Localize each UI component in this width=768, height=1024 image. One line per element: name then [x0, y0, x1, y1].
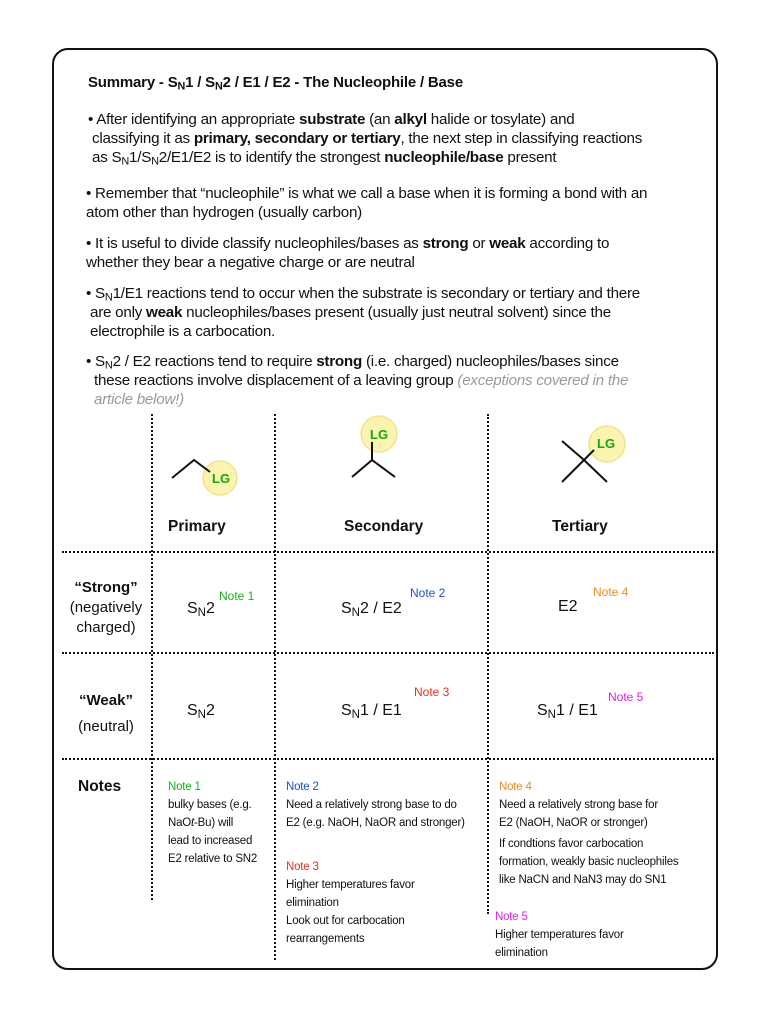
- column-header-tertiary: Tertiary: [552, 518, 608, 535]
- secondary-alkyl-structure: [340, 412, 410, 487]
- page-title: Summary - $S_N1 / S_N2 / E1 / E2$ - The Nucleophile / Base: [88, 74, 463, 93]
- grid-line-vertical-3: [487, 414, 489, 914]
- cell-weak-secondary: $S_N1 / E1$: [341, 702, 402, 721]
- note-2-text: Note 2 Need a relatively strong base to do E2 (e.g. NaOH, NaOR and stronger): [286, 781, 465, 829]
- note-1-text: Note 1 bulky bases (e.g. NaOt-Bu) will lead to increased E2 relative to SN2: [168, 781, 258, 865]
- grid-line-horizontal-1: [62, 551, 714, 553]
- cell-strong-secondary: $S_N2 / E2$: [341, 600, 402, 619]
- grid-line-vertical-2: [274, 414, 276, 960]
- note-3-text: Note 3 Higher temperatures favor elimination Look out for carbocation rearrangements: [286, 861, 415, 945]
- primary-alkyl-structure: [160, 440, 260, 500]
- grid-line-vertical-1: [151, 414, 153, 900]
- row-label-strong: “Strong” (negatively charged): [69, 579, 143, 636]
- row-label-notes: Notes: [78, 778, 122, 795]
- cell-weak-primary: $S_N2$: [187, 702, 215, 721]
- note-1-marker: Note 1: [219, 589, 255, 603]
- column-header-secondary: Secondary: [344, 518, 424, 535]
- leaving-group-label: LG: [370, 427, 389, 442]
- leaving-group-label: LG: [597, 436, 616, 451]
- note-4-text: Note 4 Need a relatively strong base for E2 (NaOH, NaOR or stronger) If condtions favor carbocation formation, weakly basic nucleophiles like NaCN and NaN3 may do SN1: [499, 781, 679, 886]
- cell-strong-tertiary: E2: [558, 598, 578, 615]
- cell-strong-primary: $S_N2$: [187, 600, 215, 619]
- column-header-primary: Primary: [168, 518, 226, 535]
- cell-weak-tertiary: $S_N1 / E1$: [537, 702, 598, 721]
- bullet-strong-weak: • It is useful to divide classify nucleophiles/bases as strong or weak according to whether they bear a negative charge or are neutral: [86, 235, 610, 271]
- bullet-sn1-e1: • $S_N1/E1$ reactions tend to occur when the substrate is secondary or tertiary and there are only weak nucleophiles/bases present (usually just neutral solvent) since the electrophile is a carbocation.: [86, 285, 640, 340]
- leaving-group-label: LG: [212, 471, 231, 486]
- grid-line-horizontal-2: [62, 652, 714, 654]
- bullet-nucleophile-definition: • Remember that “nucleophile” is what we call a base when it is forming a bond with an atom other than hydrogen (usually carbon): [86, 185, 648, 221]
- bullet-sn2-e2: • $S_N2 / E2$ reactions tend to require strong (i.e. charged) nucleophiles/bases since these reactions involve displacement of a leaving group (exceptions covered in the article below!): [86, 353, 629, 408]
- note-5-marker: Note 5: [608, 690, 644, 704]
- row-label-weak: “Weak” (neutral): [78, 692, 134, 735]
- grid-line-horizontal-3: [62, 758, 714, 760]
- note-3-marker: Note 3: [414, 685, 450, 699]
- note-5-text: Note 5 Higher temperatures favor elimination: [495, 911, 624, 959]
- note-4-marker: Note 4: [593, 585, 629, 599]
- note-2-marker: Note 2: [410, 586, 446, 600]
- bullet-substrate: • After identifying an appropriate substrate (an alkyl halide or tosylate) and classifying it as primary, secondary or tertiary, the next step in classifying reactions as $S_N1/S_N2/E1/E2$ is to identify the strongest nucleophile/base present: [88, 111, 643, 168]
- tertiary-alkyl-structure: [552, 420, 637, 490]
